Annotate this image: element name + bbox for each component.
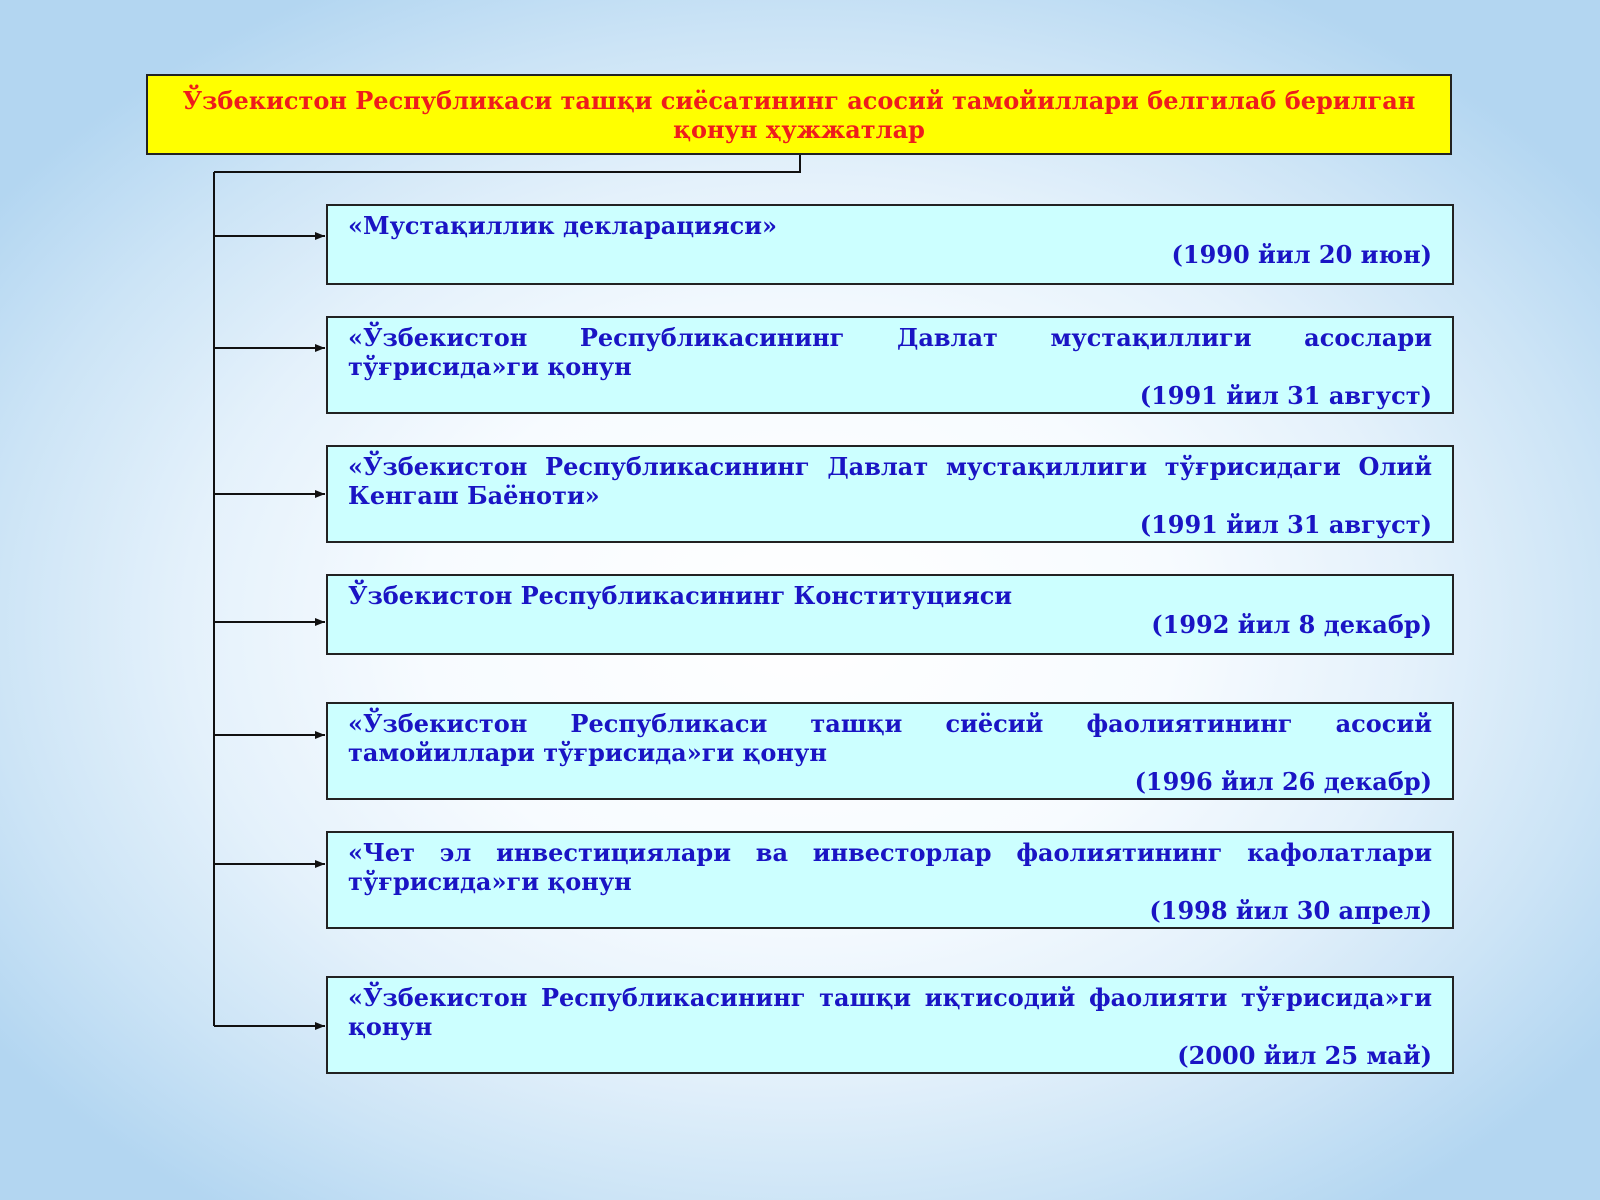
document-date: (1991 йил 31 август) [1139,381,1432,410]
document-date: (2000 йил 25 май) [1177,1041,1432,1070]
connector-from-title [214,155,800,172]
document-title: «Ўзбекистон Республикасининг Давлат мустақиллиги асослари тўғрисида»ги қонун [348,323,1432,381]
document-box-2 [326,316,1454,414]
document-date: (1998 йил 30 апрел) [1149,896,1432,925]
document-title: «Мустақиллик декларацияси» [348,211,778,240]
title-box [146,74,1452,155]
document-title: «Чет эл инвестициялари ва инвесторлар фаолиятининг кафолатлари тўғрисида»ги қонун [348,838,1432,896]
document-title: Ўзбекистон Республикасининг Конституцияси [348,581,1013,610]
document-date: (1991 йил 31 август) [1139,510,1432,539]
document-title: «Ўзбекистон Республикасининг ташқи иқтисодий фаолияти тўғрисида»ги қонун [348,983,1432,1041]
document-box-7 [326,976,1454,1074]
document-date: (1992 йил 8 декабр) [1151,610,1432,639]
document-date: (1990 йил 20 июн) [1171,240,1432,269]
document-title: «Ўзбекистон Республикаси ташқи сиёсий фаолиятининг асосий тамойиллари тўғрисида»ги қонун [348,709,1432,767]
document-box-6 [326,831,1454,929]
document-title: «Ўзбекистон Республикасининг Давлат мустақиллиги тўғрисидаги Олий Кенгаш Баёноти» [348,452,1432,510]
document-box-4 [326,574,1454,655]
document-date: (1996 йил 26 декабр) [1134,767,1432,796]
document-box-3 [326,445,1454,543]
document-box-1 [326,204,1454,285]
document-box-5 [326,702,1454,800]
title-text: Ўзбекистон Республикаси ташқи сиёсатининг асосий тамойиллари белгилаб берилган қонун ҳужжатлар [182,85,1416,144]
